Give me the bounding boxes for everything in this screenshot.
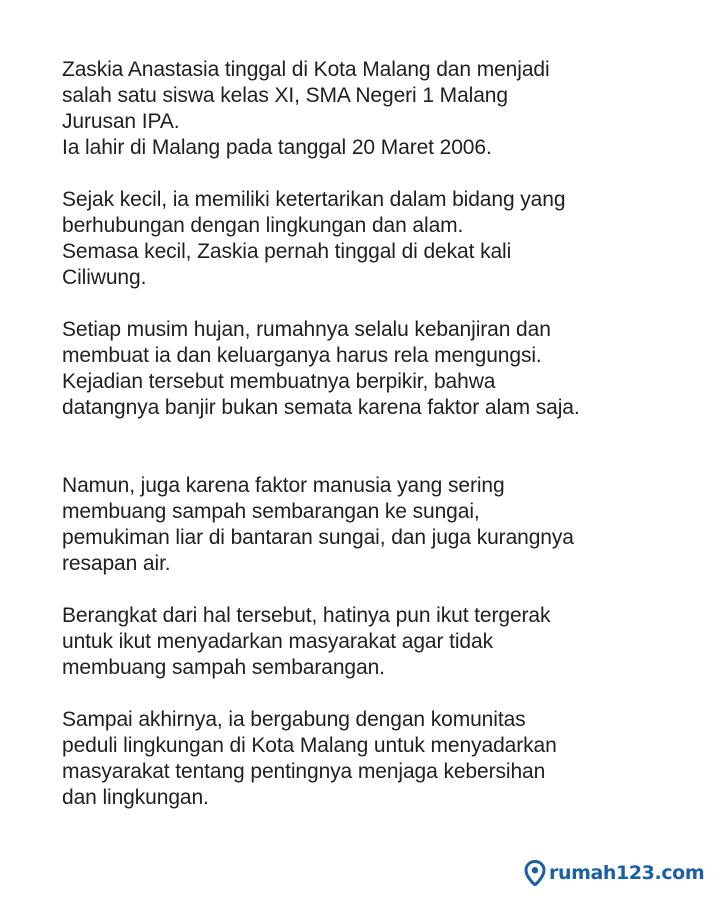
text-line: Jurusan IPA. xyxy=(62,110,180,133)
text-line: datangnya banjir bukan semata karena faktor alam saja. xyxy=(62,396,580,419)
text-line: Ciliwung. xyxy=(62,266,147,289)
paragraph-spacer xyxy=(62,161,702,187)
text-line: Sejak kecil, ia memiliki ketertarikan dalam bidang yang xyxy=(62,188,566,211)
text-line: membuang sampah sembarangan ke sungai, xyxy=(62,500,480,523)
paragraph-4 xyxy=(62,473,702,577)
text-line: Sampai akhirnya, ia bergabung dengan komunitas xyxy=(62,708,526,731)
text-line: membuat ia dan keluarganya harus rela mengungsi. xyxy=(62,344,542,367)
paragraph-3 xyxy=(62,317,702,421)
paragraph-spacer xyxy=(62,421,702,473)
text-line: salah satu siswa kelas XI, SMA Negeri 1 Malang xyxy=(62,84,508,107)
text-line: pemukiman liar di bantaran sungai, dan juga kurangnya xyxy=(62,526,574,549)
text-line: Namun, juga karena faktor manusia yang sering xyxy=(62,474,505,497)
paragraph-spacer xyxy=(62,681,702,707)
text-line: Ia lahir di Malang pada tanggal 20 Maret 2006. xyxy=(62,136,492,159)
document-body xyxy=(62,57,702,811)
text-line: dan lingkungan. xyxy=(62,786,209,809)
watermark-logo xyxy=(524,858,704,888)
text-line: Semasa kecil, Zaskia pernah tinggal di dekat kali xyxy=(62,240,512,263)
text-line: membuang sampah sembarangan. xyxy=(62,656,385,679)
watermark-text: rumah123.com xyxy=(549,862,705,884)
text-line: untuk ikut menyadarkan masyarakat agar tidak xyxy=(62,630,493,653)
text-line: Zaskia Anastasia tinggal di Kota Malang dan menjadi xyxy=(62,58,550,81)
paragraph-1 xyxy=(62,57,702,161)
text-line: resapan air. xyxy=(62,552,171,575)
paragraph-5 xyxy=(62,603,702,681)
text-line: Berangkat dari hal tersebut, hatinya pun ikut tergerak xyxy=(62,604,551,627)
paragraph-6 xyxy=(62,707,702,811)
paragraph-2 xyxy=(62,187,702,291)
text-line: Kejadian tersebut membuatnya berpikir, bahwa xyxy=(62,370,496,393)
paragraph-spacer xyxy=(62,291,702,317)
text-line: peduli lingkungan di Kota Malang untuk menyadarkan xyxy=(62,734,557,757)
text-line: masyarakat tentang pentingnya menjaga kebersihan xyxy=(62,760,546,783)
text-line: Setiap musim hujan, rumahnya selalu kebanjiran dan xyxy=(62,318,551,341)
text-line: berhubungan dengan lingkungan dan alam. xyxy=(62,214,464,237)
paragraph-spacer xyxy=(62,577,702,603)
location-pin-icon xyxy=(524,860,546,886)
